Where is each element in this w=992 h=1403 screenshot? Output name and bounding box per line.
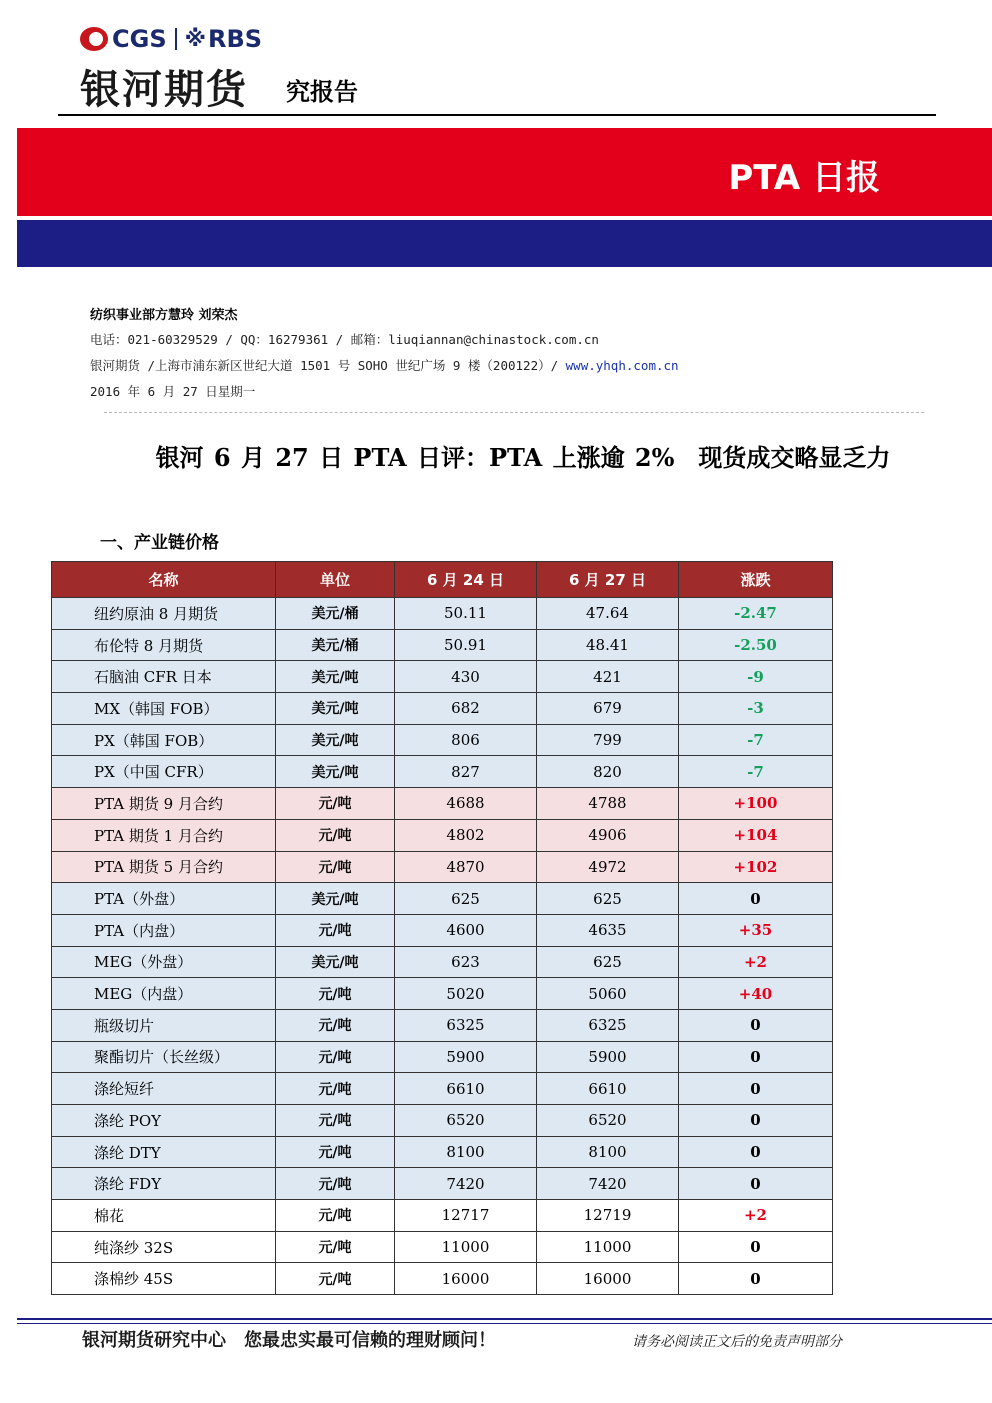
price-table xyxy=(51,561,833,1295)
table-row xyxy=(52,1136,833,1168)
table-row xyxy=(52,1168,833,1200)
row-change-value: -7 xyxy=(679,724,833,756)
title-banner-blue xyxy=(17,220,992,267)
row-name-cell: PTA 期货 1 月合约 xyxy=(52,819,276,851)
row-unit-cell: 元/吨 xyxy=(276,914,395,946)
row-date1-value: 11000 xyxy=(395,1231,537,1263)
cgs-swirl-icon xyxy=(80,27,108,51)
row-change-value: +40 xyxy=(679,978,833,1010)
row-name-cell: 聚酯切片（长丝级） xyxy=(52,1041,276,1073)
table-row xyxy=(52,1041,833,1073)
row-unit-cell: 元/吨 xyxy=(276,851,395,883)
row-date1-value: 6520 xyxy=(395,1105,537,1137)
col-header-unit: 单位 xyxy=(276,562,395,598)
row-change-value: +104 xyxy=(679,819,833,851)
row-date1-value: 806 xyxy=(395,724,537,756)
row-unit-cell: 元/吨 xyxy=(276,1168,395,1200)
row-date2-value: 679 xyxy=(537,693,679,725)
row-date1-value: 50.91 xyxy=(395,629,537,661)
table-row xyxy=(52,883,833,915)
row-unit-cell: 元/吨 xyxy=(276,1073,395,1105)
table-row xyxy=(52,693,833,725)
row-date1-value: 430 xyxy=(395,661,537,693)
report-headline: 银河 6 月 27 日 PTA 日评：PTA 上涨逾 2% 现货成交略显乏力 xyxy=(155,443,891,472)
footer-divider-thin xyxy=(17,1323,992,1324)
row-date2-value: 625 xyxy=(537,946,679,978)
row-date1-value: 623 xyxy=(395,946,537,978)
table-row xyxy=(52,1009,833,1041)
address-line xyxy=(90,356,679,374)
row-unit-cell: 美元/吨 xyxy=(276,756,395,788)
row-date2-value: 4788 xyxy=(537,788,679,820)
row-unit-cell: 元/吨 xyxy=(276,819,395,851)
table-row xyxy=(52,598,833,630)
report-type: 究报告 xyxy=(286,78,358,106)
row-change-value: 0 xyxy=(679,1136,833,1168)
footer-slogan: 银河期货研究中心 您最忠实最可信赖的理财顾问！ xyxy=(82,1330,496,1351)
row-date1-value: 4688 xyxy=(395,788,537,820)
table-row xyxy=(52,1231,833,1263)
row-name-cell: 纽约原油 8 月期货 xyxy=(52,598,276,630)
row-date1-value: 827 xyxy=(395,756,537,788)
row-change-value: 0 xyxy=(679,883,833,915)
row-name-cell: 涤纶 DTY xyxy=(52,1136,276,1168)
row-change-value: +100 xyxy=(679,788,833,820)
col-header-date2: 6 月 27 日 xyxy=(537,562,679,598)
row-change-value: -2.50 xyxy=(679,629,833,661)
row-name-cell: MEG（外盘） xyxy=(52,946,276,978)
row-unit-cell: 元/吨 xyxy=(276,1231,395,1263)
row-unit-cell: 美元/吨 xyxy=(276,693,395,725)
row-change-value: 0 xyxy=(679,1041,833,1073)
row-name-cell: MEG（内盘） xyxy=(52,978,276,1010)
row-name-cell: 涤纶 FDY xyxy=(52,1168,276,1200)
row-date2-value: 8100 xyxy=(537,1136,679,1168)
row-name-cell: PTA（外盘） xyxy=(52,883,276,915)
row-name-cell: 涤棉纱 45S xyxy=(52,1263,276,1295)
row-change-value: 0 xyxy=(679,1263,833,1295)
row-date1-value: 4802 xyxy=(395,819,537,851)
col-header-change: 涨跌 xyxy=(679,562,833,598)
logo-rbs-text: RBS xyxy=(208,25,263,53)
row-date1-value: 4600 xyxy=(395,914,537,946)
company-logo xyxy=(80,24,262,54)
row-unit-cell: 美元/桶 xyxy=(276,598,395,630)
brand-name: 银河期货 xyxy=(80,67,248,113)
row-date2-value: 421 xyxy=(537,661,679,693)
table-row xyxy=(52,819,833,851)
row-date1-value: 8100 xyxy=(395,1136,537,1168)
row-date1-value: 6610 xyxy=(395,1073,537,1105)
row-date2-value: 7420 xyxy=(537,1168,679,1200)
row-date2-value: 820 xyxy=(537,756,679,788)
row-change-value: +2 xyxy=(679,1200,833,1232)
table-row xyxy=(52,756,833,788)
row-date2-value: 799 xyxy=(537,724,679,756)
row-change-value: 0 xyxy=(679,1168,833,1200)
row-date2-value: 11000 xyxy=(537,1231,679,1263)
row-unit-cell: 元/吨 xyxy=(276,788,395,820)
row-date1-value: 625 xyxy=(395,883,537,915)
address-text: 银河期货 /上海市浦东新区世纪大道 1501 号 SOHO 世纪广场 9 楼（200122）/ xyxy=(90,358,566,373)
row-change-value: +35 xyxy=(679,914,833,946)
footer-divider xyxy=(17,1318,992,1320)
row-name-cell: PTA 期货 9 月合约 xyxy=(52,788,276,820)
row-date2-value: 4635 xyxy=(537,914,679,946)
row-unit-cell: 元/吨 xyxy=(276,978,395,1010)
row-date2-value: 625 xyxy=(537,883,679,915)
row-unit-cell: 元/吨 xyxy=(276,1009,395,1041)
section-title: 一、产业链价格 xyxy=(100,533,219,553)
row-name-cell: 涤纶 POY xyxy=(52,1105,276,1137)
table-row xyxy=(52,788,833,820)
table-row xyxy=(52,914,833,946)
row-date2-value: 5900 xyxy=(537,1041,679,1073)
row-unit-cell: 美元/吨 xyxy=(276,724,395,756)
row-unit-cell: 美元/桶 xyxy=(276,629,395,661)
row-unit-cell: 元/吨 xyxy=(276,1136,395,1168)
row-change-value: -2.47 xyxy=(679,598,833,630)
row-name-cell: PTA（内盘） xyxy=(52,914,276,946)
row-name-cell: 棉花 xyxy=(52,1200,276,1232)
row-unit-cell: 元/吨 xyxy=(276,1200,395,1232)
row-name-cell: 纯涤纱 32S xyxy=(52,1231,276,1263)
table-row xyxy=(52,1200,833,1232)
row-name-cell: MX（韩国 FOB） xyxy=(52,693,276,725)
contact-line: 电话：021-60329529 / QQ：16279361 / 邮箱：liuqiannan@chinastock.com.cn xyxy=(90,332,599,347)
website-link[interactable]: www.yhqh.com.cn xyxy=(565,358,679,373)
row-date2-value: 6520 xyxy=(537,1105,679,1137)
row-date1-value: 12717 xyxy=(395,1200,537,1232)
footer-disclaimer: 请务必阅读正文后的免责声明部分 xyxy=(632,1334,842,1350)
row-name-cell: 石脑油 CFR 日本 xyxy=(52,661,276,693)
row-unit-cell: 美元/吨 xyxy=(276,661,395,693)
row-date1-value: 682 xyxy=(395,693,537,725)
price-table-body xyxy=(52,598,833,1295)
row-change-value: 0 xyxy=(679,1105,833,1137)
rbs-symbol-icon: ※ xyxy=(184,26,206,52)
logo-divider xyxy=(175,28,177,50)
table-row xyxy=(52,978,833,1010)
row-change-value: 0 xyxy=(679,1009,833,1041)
table-row xyxy=(52,851,833,883)
table-row xyxy=(52,661,833,693)
row-unit-cell: 元/吨 xyxy=(276,1041,395,1073)
row-date1-value: 50.11 xyxy=(395,598,537,630)
logo-cgs-text: CGS xyxy=(112,25,167,53)
table-row xyxy=(52,724,833,756)
row-date1-value: 6325 xyxy=(395,1009,537,1041)
row-date1-value: 16000 xyxy=(395,1263,537,1295)
row-name-cell: 涤纶短纤 xyxy=(52,1073,276,1105)
row-unit-cell: 美元/吨 xyxy=(276,946,395,978)
table-row xyxy=(52,946,833,978)
row-date1-value: 4870 xyxy=(395,851,537,883)
row-change-value: +102 xyxy=(679,851,833,883)
row-date1-value: 5900 xyxy=(395,1041,537,1073)
row-name-cell: PX（中国 CFR） xyxy=(52,756,276,788)
row-change-value: -3 xyxy=(679,693,833,725)
row-date2-value: 48.41 xyxy=(537,629,679,661)
row-name-cell: PX（韩国 FOB） xyxy=(52,724,276,756)
table-row xyxy=(52,1073,833,1105)
row-name-cell: PTA 期货 5 月合约 xyxy=(52,851,276,883)
row-change-value: 0 xyxy=(679,1231,833,1263)
row-date2-value: 4906 xyxy=(537,819,679,851)
row-unit-cell: 元/吨 xyxy=(276,1263,395,1295)
row-unit-cell: 元/吨 xyxy=(276,1105,395,1137)
row-date1-value: 7420 xyxy=(395,1168,537,1200)
row-name-cell: 布伦特 8 月期货 xyxy=(52,629,276,661)
col-header-date1: 6 月 24 日 xyxy=(395,562,537,598)
row-date2-value: 12719 xyxy=(537,1200,679,1232)
row-date2-value: 16000 xyxy=(537,1263,679,1295)
row-change-value: -7 xyxy=(679,756,833,788)
row-date2-value: 4972 xyxy=(537,851,679,883)
row-date2-value: 6610 xyxy=(537,1073,679,1105)
row-change-value: +2 xyxy=(679,946,833,978)
table-row xyxy=(52,1263,833,1295)
dashed-divider xyxy=(104,412,924,413)
col-header-name: 名称 xyxy=(52,562,276,598)
report-date: 2016 年 6 月 27 日星期一 xyxy=(90,384,256,399)
row-date2-value: 6325 xyxy=(537,1009,679,1041)
row-date2-value: 47.64 xyxy=(537,598,679,630)
banner-title: PTA 日报 xyxy=(728,158,880,198)
row-date2-value: 5060 xyxy=(537,978,679,1010)
row-unit-cell: 美元/吨 xyxy=(276,883,395,915)
row-date1-value: 5020 xyxy=(395,978,537,1010)
row-change-value: 0 xyxy=(679,1073,833,1105)
author-line: 纺织事业部方慧玲 刘荣杰 xyxy=(90,308,238,323)
header-divider xyxy=(58,114,936,116)
row-name-cell: 瓶级切片 xyxy=(52,1009,276,1041)
row-change-value: -9 xyxy=(679,661,833,693)
table-row xyxy=(52,1105,833,1137)
table-row xyxy=(52,629,833,661)
table-header-row xyxy=(52,562,833,598)
